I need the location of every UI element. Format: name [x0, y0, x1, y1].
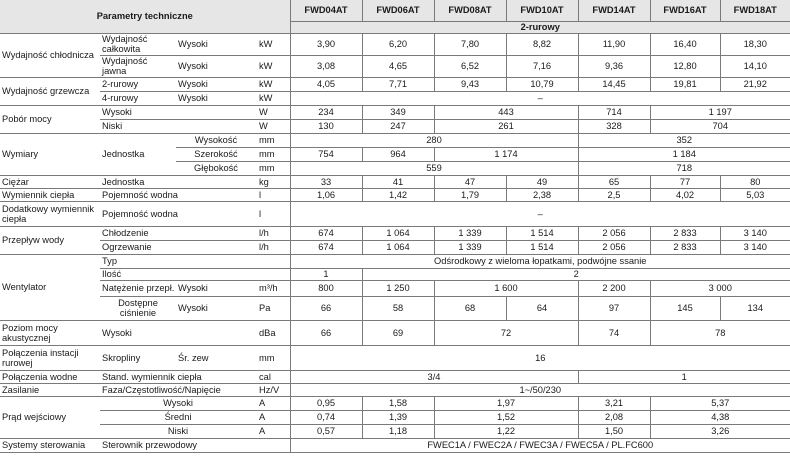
sub-label: Jednostka	[100, 133, 176, 175]
value-cell: 66	[290, 296, 362, 320]
table-row	[0, 320, 790, 345]
level-label: Niski	[100, 119, 256, 133]
value-cell: 12,80	[650, 55, 720, 77]
model-header: FWD16AT	[650, 0, 720, 21]
value-cell: 261	[434, 119, 578, 133]
group-label: Połączenia wodne	[0, 370, 100, 383]
value-cell: 352	[578, 133, 790, 147]
value-cell: 66	[290, 320, 362, 345]
group-label: Przepływ wody	[0, 226, 100, 254]
value-cell: 3,26	[650, 424, 790, 438]
value-cell: 16	[290, 345, 790, 370]
sub-label: Wysoki	[100, 396, 256, 410]
value-cell: 145	[650, 296, 720, 320]
value-cell: 19,81	[650, 77, 720, 91]
value-cell: 33	[290, 175, 362, 188]
value-cell: 1 174	[434, 147, 578, 161]
value-cell: 5,37	[650, 396, 790, 410]
value-cell: 2,38	[506, 188, 578, 201]
value-cell: 72	[434, 320, 578, 345]
table-row	[0, 396, 790, 410]
unit-label: kW	[256, 77, 290, 91]
value-cell: 3,08	[290, 55, 362, 77]
value-cell: 1,58	[362, 396, 434, 410]
value-cell: 4,02	[650, 188, 720, 201]
table-row	[0, 410, 790, 424]
table-row	[0, 175, 790, 188]
value-cell: 964	[362, 147, 434, 161]
group-label: Połączenia instacji rurowej	[0, 345, 100, 370]
value-cell: 1 184	[578, 147, 790, 161]
value-cell: 2 056	[578, 240, 650, 254]
value-cell: 4,65	[362, 55, 434, 77]
pipe-type: 2-rurowy	[290, 21, 790, 33]
unit-label: l	[256, 188, 290, 201]
value-cell: 3,90	[290, 33, 362, 55]
value-cell: 1,06	[290, 188, 362, 201]
table-row	[0, 383, 790, 396]
value-cell: 9,36	[578, 55, 650, 77]
value-cell: 18,30	[720, 33, 790, 55]
value-cell: 11,90	[578, 33, 650, 55]
value-cell: –	[290, 91, 790, 105]
table-row	[0, 254, 790, 268]
value-cell: 1 250	[362, 280, 434, 296]
group-label: Systemy sterowania	[0, 438, 100, 452]
value-cell: 559	[290, 161, 578, 175]
sub-label: 4-rurowy	[100, 91, 176, 105]
sub-label: Faza/Częstotliwość/Napięcie	[100, 383, 256, 396]
unit-label: kW	[256, 33, 290, 55]
unit-label: A	[256, 410, 290, 424]
value-cell: 1~/50/230	[290, 383, 790, 396]
value-cell: 2 833	[650, 240, 720, 254]
value-cell: 65	[578, 175, 650, 188]
value-cell: 674	[290, 226, 362, 240]
table-row	[0, 424, 790, 438]
group-label: Wentylator	[0, 254, 100, 320]
model-header: FWD10AT	[506, 0, 578, 21]
value-cell: 7,16	[506, 55, 578, 77]
value-cell: 21,92	[720, 77, 790, 91]
unit-label: kg	[256, 175, 290, 188]
dim-label: Szerokość	[176, 147, 256, 161]
value-cell: 349	[362, 105, 434, 119]
unit-label: Hz/V	[256, 383, 290, 396]
table-row	[0, 188, 790, 201]
table-row	[0, 133, 790, 147]
unit-label: m³/h	[256, 280, 290, 296]
value-cell: 2,5	[578, 188, 650, 201]
value-cell: 97	[578, 296, 650, 320]
table-row	[0, 438, 790, 452]
unit-label: kW	[256, 91, 290, 105]
value-cell: 14,45	[578, 77, 650, 91]
value-cell: 64	[506, 296, 578, 320]
value-cell: 674	[290, 240, 362, 254]
unit-label: cal	[256, 370, 290, 383]
unit-label: W	[256, 105, 290, 119]
unit-label: l/h	[256, 240, 290, 254]
value-cell: 3 000	[650, 280, 790, 296]
group-label: Wydajność grzewcza	[0, 77, 100, 105]
table-row	[0, 55, 790, 77]
level-label: Wysoki	[176, 77, 256, 91]
sub-label: Natężenie przepł.	[100, 280, 176, 296]
header-row	[0, 0, 790, 21]
table-row	[0, 345, 790, 370]
value-cell: 0,95	[290, 396, 362, 410]
sub-label: Średni	[100, 410, 256, 424]
value-cell: 2	[362, 268, 790, 280]
model-header: FWD08AT	[434, 0, 506, 21]
table-row	[0, 370, 790, 383]
value-cell: 1,39	[362, 410, 434, 424]
level-label: Wysoki	[176, 33, 256, 55]
sub-label: Typ	[100, 254, 290, 268]
value-cell: 800	[290, 280, 362, 296]
model-header: FWD14AT	[578, 0, 650, 21]
sub-label: Pojemność wodna	[100, 188, 256, 201]
group-label: Ciężar	[0, 175, 100, 188]
value-cell: 443	[434, 105, 578, 119]
value-cell: 1,22	[434, 424, 578, 438]
value-cell: Odśrodkowy z wieloma łopatkami, podwójne ssanie	[290, 254, 790, 268]
level-label: Wysoki	[176, 280, 256, 296]
value-cell: 0,74	[290, 410, 362, 424]
value-cell: 2 056	[578, 226, 650, 240]
unit-label: dBa	[256, 320, 290, 345]
sub-label: Sterownik przewodowy	[100, 438, 290, 452]
value-cell: 1 197	[650, 105, 790, 119]
sub-label: Skropliny	[100, 345, 176, 370]
model-header: FWD06AT	[362, 0, 434, 21]
group-label: Dodatkowy wymiennik ciepła	[0, 201, 100, 226]
unit-label: mm	[256, 147, 290, 161]
unit-label: mm	[256, 133, 290, 147]
sub-label: Wysoki	[100, 320, 256, 345]
table-row	[0, 268, 790, 280]
group-label: Wymiennik ciepła	[0, 188, 100, 201]
value-cell: 5,03	[720, 188, 790, 201]
value-cell: 714	[578, 105, 650, 119]
sub-label: Chłodzenie	[100, 226, 256, 240]
sub-label: Wydajność całkowita	[100, 33, 176, 55]
value-cell: 1,52	[434, 410, 578, 424]
value-cell: 3/4	[290, 370, 578, 383]
value-cell: 280	[290, 133, 578, 147]
table-row	[0, 33, 790, 55]
value-cell: 7,80	[434, 33, 506, 55]
table-row	[0, 105, 790, 119]
sub-label: Stand. wymiennik ciepła	[100, 370, 256, 383]
sub-label: 2-rurowy	[100, 77, 176, 91]
value-cell: 80	[720, 175, 790, 188]
value-cell: 8,82	[506, 33, 578, 55]
model-header: FWD04AT	[290, 0, 362, 21]
unit-label: l/h	[256, 226, 290, 240]
value-cell: 74	[578, 320, 650, 345]
value-cell: 77	[650, 175, 720, 188]
value-cell: 1 339	[434, 240, 506, 254]
group-label: Prąd wejściowy	[0, 396, 100, 438]
unit-label: kW	[256, 55, 290, 77]
value-cell: 3 140	[720, 240, 790, 254]
value-cell: 49	[506, 175, 578, 188]
sub-label: Pojemność wodna	[100, 201, 256, 226]
value-cell: 234	[290, 105, 362, 119]
value-cell: 1,79	[434, 188, 506, 201]
sub-label: Niski	[100, 424, 256, 438]
model-header: FWD18AT	[720, 0, 790, 21]
level-label: Wysoki	[176, 55, 256, 77]
value-cell: 7,71	[362, 77, 434, 91]
value-cell: 3,21	[578, 396, 650, 410]
value-cell: 1 514	[506, 226, 578, 240]
value-cell: 58	[362, 296, 434, 320]
value-cell: 1,18	[362, 424, 434, 438]
sub-label: Ogrzewanie	[100, 240, 256, 254]
value-cell: 47	[434, 175, 506, 188]
value-cell: 1 064	[362, 226, 434, 240]
table-row	[0, 91, 790, 105]
value-cell: 4,05	[290, 77, 362, 91]
table-row	[0, 201, 790, 226]
value-cell: 1 339	[434, 226, 506, 240]
value-cell: 4,38	[650, 410, 790, 424]
value-cell: 14,10	[720, 55, 790, 77]
value-cell: 1 514	[506, 240, 578, 254]
unit-label: W	[256, 119, 290, 133]
value-cell: 6,20	[362, 33, 434, 55]
value-cell: 2 200	[578, 280, 650, 296]
value-cell: 1,42	[362, 188, 434, 201]
value-cell: 1,50	[578, 424, 650, 438]
value-cell: 3 140	[720, 226, 790, 240]
value-cell: 10,79	[506, 77, 578, 91]
value-cell: 1	[290, 268, 362, 280]
unit-label: mm	[256, 345, 290, 370]
unit-label: mm	[256, 161, 290, 175]
sub-label: Ilość	[100, 268, 290, 280]
dim-label: Głębokość	[176, 161, 256, 175]
table-row	[0, 226, 790, 240]
unit-label: l	[256, 201, 290, 226]
value-cell: –	[290, 201, 790, 226]
value-cell: 2,08	[578, 410, 650, 424]
unit-label: Pa	[256, 296, 290, 320]
table-row	[0, 296, 790, 320]
dim-label: Śr. zew	[176, 345, 256, 370]
dim-label: Wysokość	[176, 133, 256, 147]
value-cell: 69	[362, 320, 434, 345]
value-cell: 2 833	[650, 226, 720, 240]
value-cell: 130	[290, 119, 362, 133]
value-cell: 9,43	[434, 77, 506, 91]
table-row	[0, 119, 790, 133]
sub-label: Wydajność jawna	[100, 55, 176, 77]
level-label: Wysoki	[176, 91, 256, 105]
header-title: Parametry techniczne	[0, 0, 290, 33]
value-cell: 16,40	[650, 33, 720, 55]
group-label: Pobór mocy	[0, 105, 100, 133]
value-cell: 1	[578, 370, 790, 383]
unit-label: A	[256, 424, 290, 438]
sub-label: Dostępne ciśnienie	[100, 296, 176, 320]
value-cell: 754	[290, 147, 362, 161]
group-label: Poziom mocy akustycznej	[0, 320, 100, 345]
value-cell: 718	[578, 161, 790, 175]
group-label: Zasilanie	[0, 383, 100, 396]
unit-label: A	[256, 396, 290, 410]
value-cell: 68	[434, 296, 506, 320]
table-row	[0, 280, 790, 296]
value-cell: 134	[720, 296, 790, 320]
value-cell: 1,97	[434, 396, 578, 410]
value-cell: 1 600	[434, 280, 578, 296]
value-cell: 328	[578, 119, 650, 133]
value-cell: 704	[650, 119, 790, 133]
value-cell: 247	[362, 119, 434, 133]
value-cell: FWEC1A / FWEC2A / FWEC3A / FWEC5A / PL.FC600	[290, 438, 790, 452]
level-label: Wysoki	[176, 296, 256, 320]
level-label: Wysoki	[100, 105, 256, 119]
value-cell: 1 064	[362, 240, 434, 254]
value-cell: 41	[362, 175, 434, 188]
value-cell: 0,57	[290, 424, 362, 438]
group-label: Wymiary	[0, 133, 100, 175]
group-label: Wydajność chłodnicza	[0, 33, 100, 77]
value-cell: 6,52	[434, 55, 506, 77]
value-cell: 78	[650, 320, 790, 345]
sub-label: Jednostka	[100, 175, 256, 188]
table-row	[0, 240, 790, 254]
table-row	[0, 77, 790, 91]
